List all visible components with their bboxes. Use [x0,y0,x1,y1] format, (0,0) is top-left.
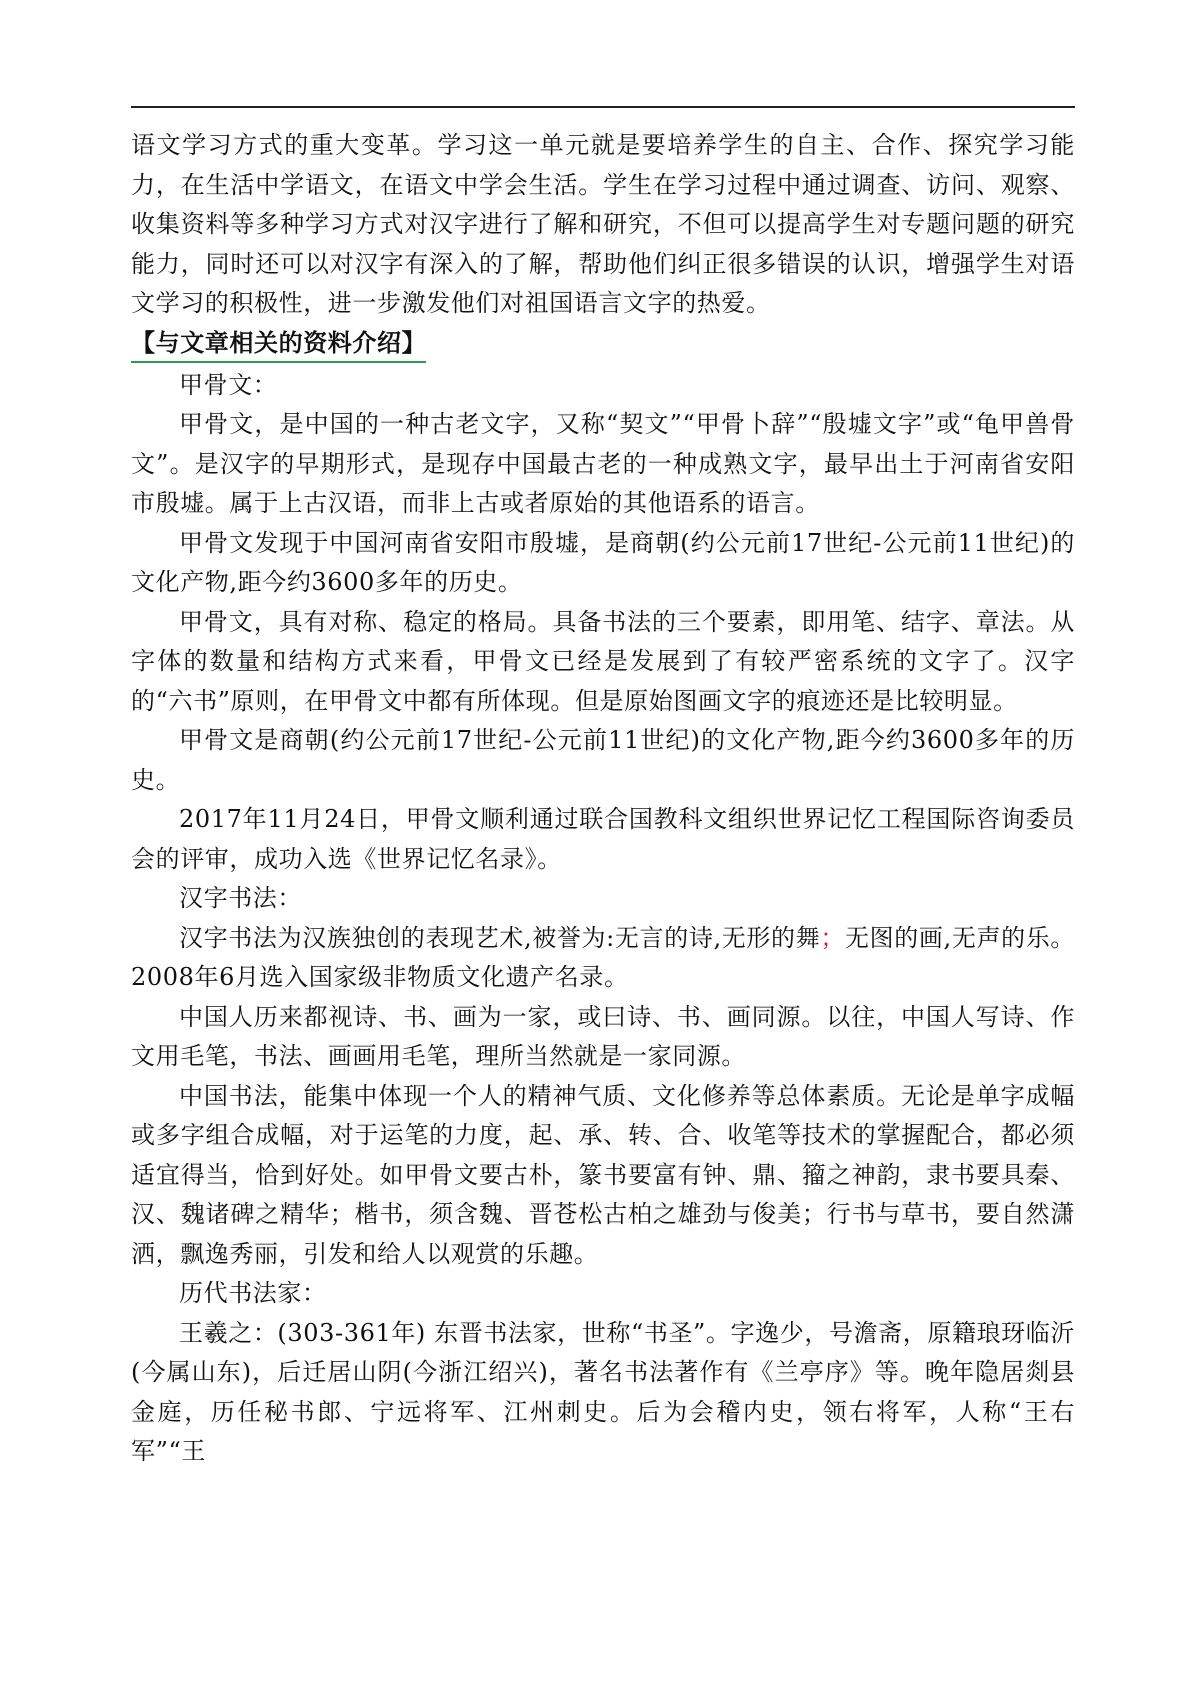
oracle-paragraph-5: 2017年11月24日，甲骨文顺利通过联合国教科文组织世界记忆工程国际咨询委员会的评审，成功入选《世界记忆名录》。 [131,805,1075,873]
red-semicolon: ； [820,923,845,952]
intro-paragraph: 语文学习方式的重大变革。学习这一单元就是要培养学生的自主、合作、探究学习能力，在生活中学语文，在语文中学会生活。学生在学习过程中通过调查、访问、观察、收集资料等多种学习方式对汉字进行了解和研究，不但可以提高学生对专题问题的研究能力，同时还可以对汉字有深入的了解，帮助他们纠正很多错误的认识，增强学生对语文学习的积极性，进一步激发他们对祖国语言文字的热爱。 [131,131,1075,317]
calligraphy-paragraph-1 [131,919,1075,998]
calligraphy-heading: 汉字书法： [179,884,302,912]
oracle-paragraph-4: 甲骨文是商朝(约公元前17世纪-公元前11世纪)的文化产物,距今约3600多年的历史。 [131,726,1075,794]
oracle-heading: 甲骨文： [179,370,278,399]
calligraphy-paragraph-2: 中国人历来都视诗、书、画为一家，或曰诗、书、画同源。以往，中国人写诗、作文用毛笔，书法、画画用毛笔，理所当然就是一家同源。 [131,1002,1075,1070]
calligraphers-heading: 历代书法家： [179,1279,327,1307]
calligraphy-paragraph-3: 中国书法，能集中体现一个人的精神气质、文化修养等总体素质。无论是单字成幅或多字组合成幅，对于运笔的力度，起、承、转、合、收笔等技术的掌握配合，都必须适宜得当，恰到好处。如甲骨文要古朴，篆书要富有钟、鼎、籀之神韵，隶书要具秦、汉、魏诸碑之精华；楷书，须含魏、晋苍松古柏之雄劲与俊美；行书与草书，要自然潇洒，飘逸秀丽，引发和给人以观赏的乐趣。 [131,1081,1075,1268]
document-body [131,126,1075,1472]
section-title: 【与文章相关的资料介绍】 [131,326,426,363]
calligraphers-paragraph-1: 王羲之：(303-361年) 东晋书法家，世称“书圣”。字逸少，号澹斋，原籍琅玡临沂(今属山东)，后迁居山阴(今浙江绍兴)，著名书法著作有《兰亭序》等。晚年隐居剡县金庭，历任秘书郎、宁远将军、江州刺史。后为会稽内史，领右将军，人称“王右军”“王 [131,1318,1075,1465]
section-title-line [131,324,1075,366]
calligraphy-p1-text-b: 无图的画,无声的乐。2008年6月选入国家级非物质文化遗产名录。 [131,923,1075,991]
header-rule [131,106,1075,108]
oracle-paragraph-2: 甲骨文发现于中国河南省安阳市殷墟，是商朝(约公元前17世纪-公元前11世纪)的文化产物,距今约3600多年的历史。 [131,528,1075,596]
calligraphy-p1-text-a: 汉字书法为汉族独创的表现艺术,被誉为:无言的诗,无形的舞 [179,923,821,952]
oracle-paragraph-1: 甲骨文，是中国的一种古老文字，又称“契文”“甲骨卜辞”“殷墟文字”或“龟甲兽骨文”。是汉字的早期形式，是现存中国最古老的一种成熟文字，最早出土于河南省安阳市殷墟。属于上古汉语，而非上古或者原始的其他语系的语言。 [131,410,1075,517]
oracle-paragraph-3: 甲骨文，具有对称、稳定的格局。具备书法的三个要素，即用笔、结字、章法。从字体的数量和结构方式来看，甲骨文已经是发展到了有较严密系统的文字了。汉字的“六书”原则，在甲骨文中都有所体现。但是原始图画文字的痕迹还是比较明显。 [131,607,1075,715]
